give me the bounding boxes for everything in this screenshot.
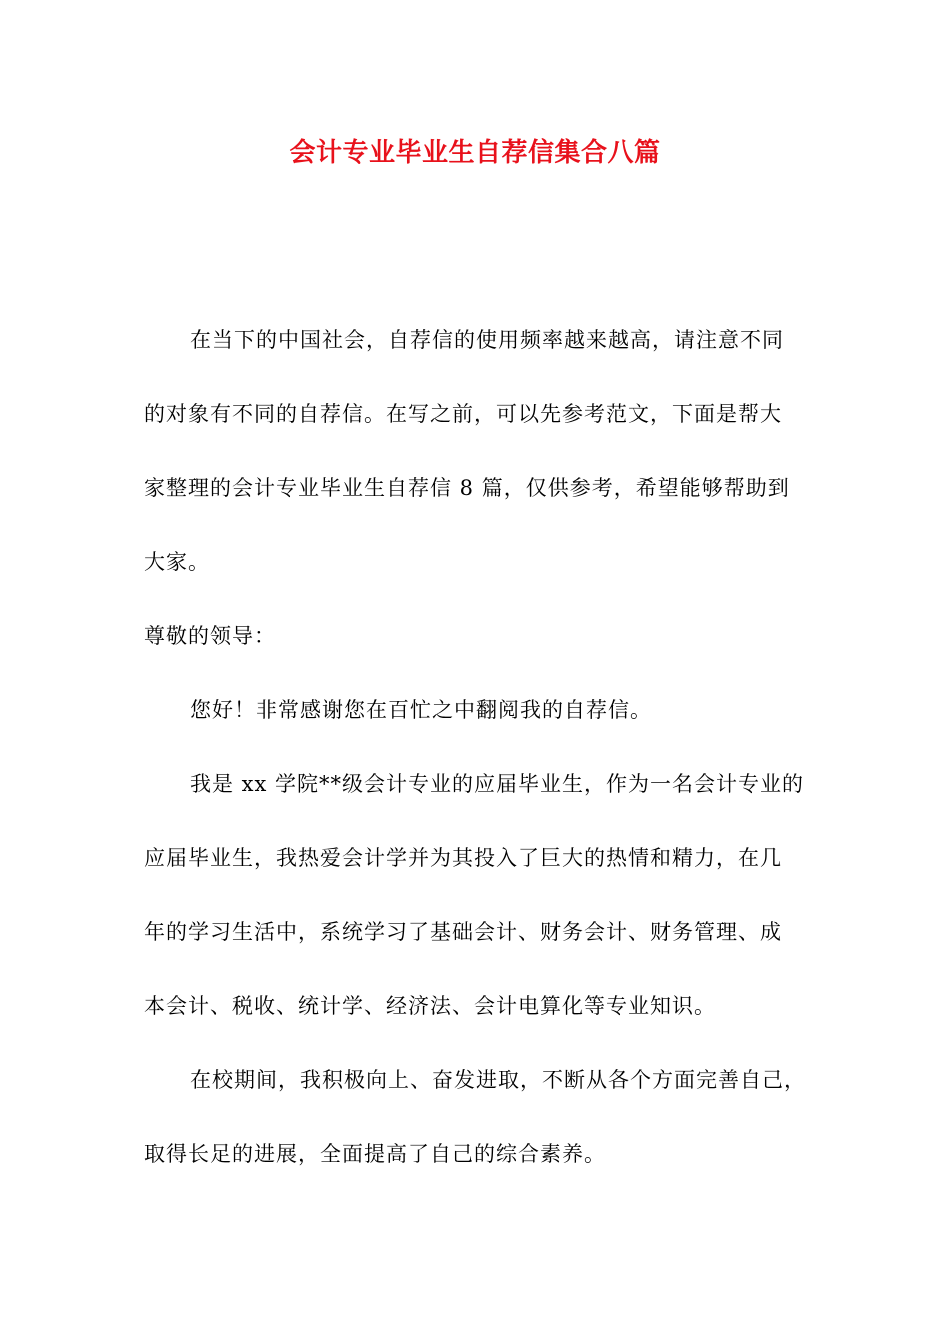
paragraph-4-line-1: 我是 xx 学院**级会计专业的应届毕业生，作为一名会计专业的 <box>190 772 805 796</box>
paragraph-4-line-2: 应届毕业生，我热爱会计学并为其投入了巨大的热情和精力，在几 <box>144 846 782 870</box>
paragraph-1-line-2: 的对象有不同的自荐信。在写之前，可以先参考范文，下面是帮大 <box>144 402 782 426</box>
paragraph-4-line-3: 年的学习生活中，系统学习了基础会计、财务会计、财务管理、成 <box>144 920 782 944</box>
paragraph-1-line-3: 家整理的会计专业毕业生自荐信 8 篇，仅供参考，希望能够帮助到 <box>144 476 790 500</box>
document-title: 会计专业毕业生自荐信集合八篇 <box>289 138 661 168</box>
salutation: 尊敬的领导： <box>144 624 276 648</box>
paragraph-4-line-4: 本会计、税收、统计学、经济法、会计电算化等专业知识。 <box>144 994 716 1018</box>
paragraph-5-line-1: 在校期间，我积极向上、奋发进取，不断从各个方面完善自己， <box>190 1068 806 1092</box>
greeting-line: 您好！非常感谢您在百忙之中翻阅我的自荐信。 <box>190 698 652 722</box>
paragraph-1-line-1: 在当下的中国社会，自荐信的使用频率越来越高，请注意不同 <box>190 328 784 352</box>
paragraph-5-line-2: 取得长足的进展，全面提高了自己的综合素养。 <box>144 1142 606 1166</box>
document-body <box>144 303 824 1191</box>
paragraph-1-line-4: 大家。 <box>144 550 210 574</box>
